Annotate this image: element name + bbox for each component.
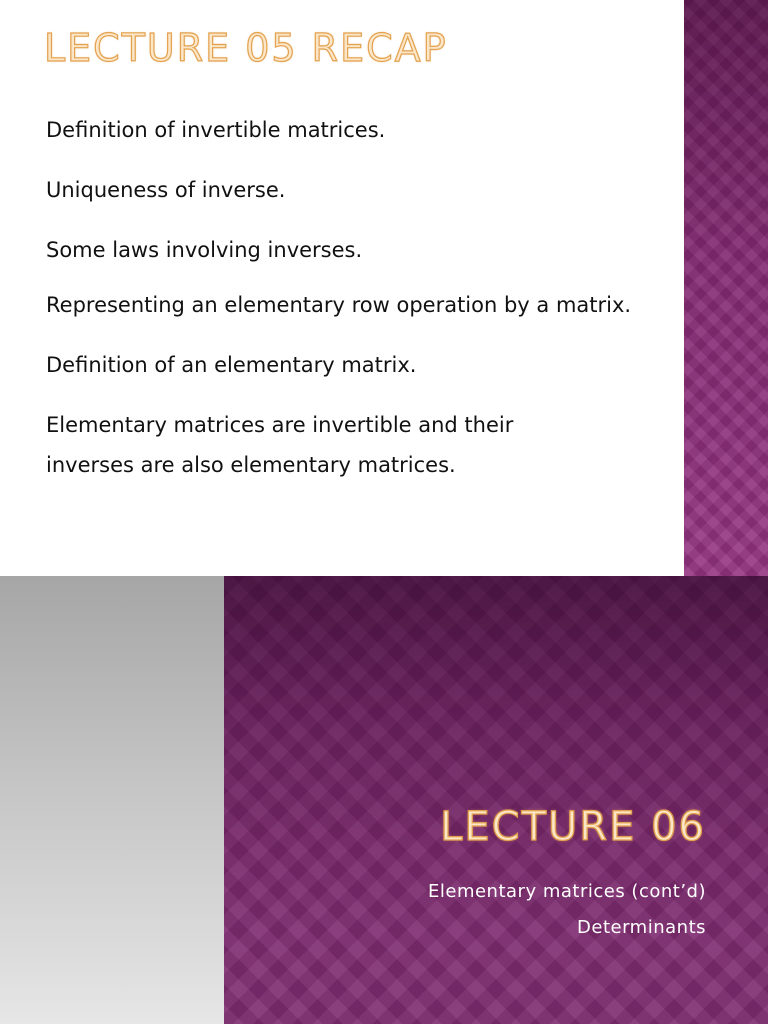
recap-item: Representing an elementary row operation by a matrix. xyxy=(46,293,632,317)
recap-slide-title: LECTURE 05 RECAP xyxy=(44,26,448,70)
decorative-purple-stripe xyxy=(684,0,768,576)
recap-item: Some laws involving inverses. xyxy=(46,238,363,262)
recap-item: Definition of invertible matrices. xyxy=(46,118,386,142)
lecture-title: LECTURE 06 xyxy=(440,804,706,850)
decorative-gray-panel xyxy=(0,576,224,1024)
lecture-subtitle: Elementary matrices (cont’d) xyxy=(428,881,706,902)
title-slide xyxy=(0,576,768,1024)
lecture-subtitles xyxy=(428,874,706,946)
recap-item: Elementary matrices are invertible and their inverses are also elementary matrices. xyxy=(46,413,514,477)
recap-item: Uniqueness of inverse. xyxy=(46,178,286,202)
recap-item: Definition of an elementary matrix. xyxy=(46,353,417,377)
decorative-purple-panel xyxy=(224,576,768,1024)
lecture-subtitle: Determinants xyxy=(577,917,706,938)
recap-list xyxy=(46,110,681,505)
